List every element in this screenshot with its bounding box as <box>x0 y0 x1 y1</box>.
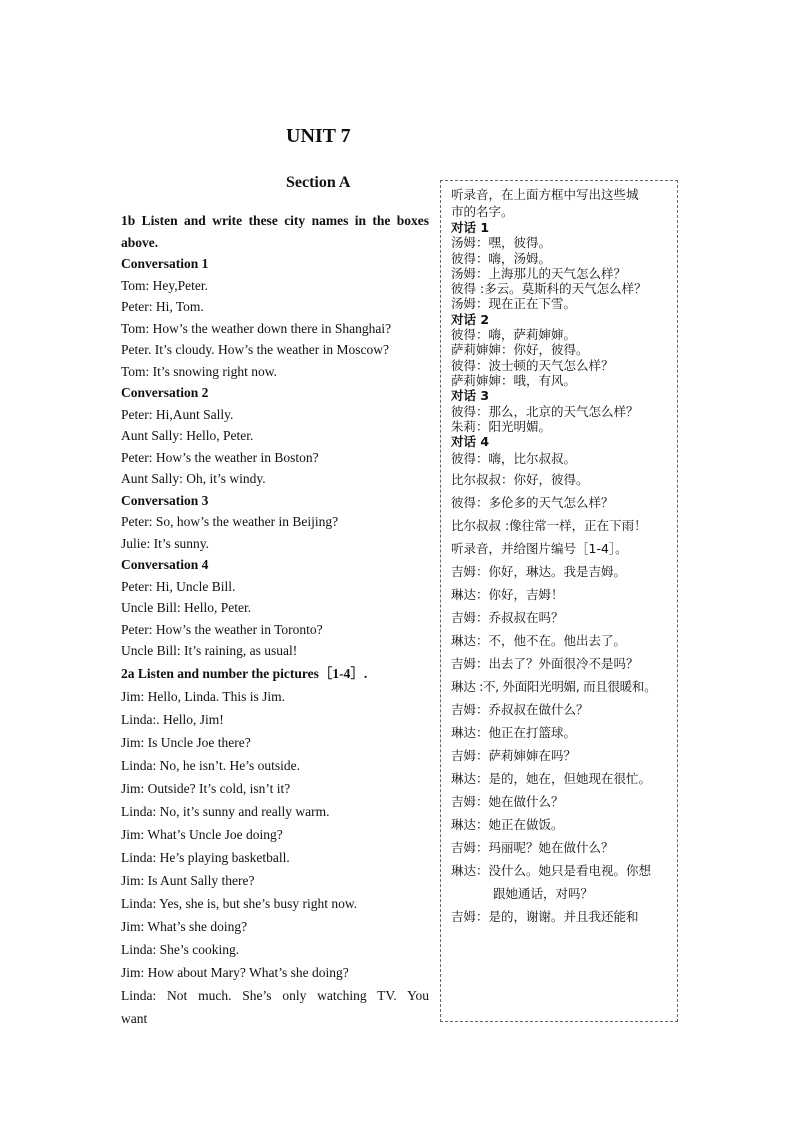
cn-line: 彼得：那么，北京的天气怎么样？ <box>451 403 639 419</box>
dialog-line-last <box>121 984 429 1030</box>
cn-line: 吉姆：她在做什么？ <box>451 794 564 810</box>
cn-line: 彼得：嗨，汤姆。 <box>451 250 552 266</box>
cn-line: 琳达：是的，她在，但她现在很忙。 <box>451 771 652 787</box>
conversation-1-title: Conversation 1 <box>121 256 209 271</box>
cn-line: 彼得：嗨，萨莉婶婶。 <box>451 327 577 343</box>
dialog-line: Peter: Hi, Uncle Bill. <box>121 578 236 594</box>
dialog-line: Linda: No, he isn’t. He’s outside. <box>121 757 300 773</box>
cn-line: 彼得：多伦多的天气怎么样？ <box>451 495 614 511</box>
cn-line: 琳达：不，他不在。他出去了。 <box>451 633 627 649</box>
cn-line: 吉姆：乔叔叔在吗？ <box>451 610 564 626</box>
dialog-line: Tom: Hey,Peter. <box>121 277 209 293</box>
intro-line: 市的名字。 <box>451 204 514 219</box>
cn-line: 汤姆：现在正在下雪。 <box>451 296 577 312</box>
cn-line: 吉姆：萨莉婶婶在吗？ <box>451 748 577 764</box>
cn-line: 吉姆：你好，琳达。我是吉姆。 <box>451 564 627 580</box>
dialog-line: Jim: What’s she doing? <box>121 918 248 934</box>
dialog-line: Jim: Is Aunt Sally there? <box>121 872 255 888</box>
dialog-line: Linda:. Hello, Jim! <box>121 711 224 727</box>
dialog-line: Linda: She’s cooking. <box>121 941 240 957</box>
dialog-title-text: 对话 4 <box>451 434 490 450</box>
last-line-2: want <box>121 1010 148 1026</box>
cn-line: 朱莉：阳光明媚。 <box>451 418 552 434</box>
dialog-line: Peter: So, how’s the weather in Beijing? <box>121 514 339 529</box>
section2-title: 听录音，并给图片编号［1-4］。 <box>451 541 628 557</box>
dialog-3-title <box>451 388 673 403</box>
dialog-line: Tom: It’s snowing right now. <box>121 363 278 379</box>
cn-line: 吉姆：玛丽呢？她在做什么？ <box>451 840 614 856</box>
dialog-line: Julie: It’s sunny. <box>121 535 210 551</box>
dialog-line: Peter: How’s the weather in Boston? <box>121 449 319 465</box>
dialog-line: Jim: How about Mary? What’s she doing? <box>121 964 349 980</box>
dialog-title-text: 对话 1 <box>451 220 490 235</box>
heading-2a: 2a Listen and number the pictures［1-4］. <box>121 665 368 681</box>
cn-line: 彼得：波士顿的天气怎么样？ <box>451 357 614 373</box>
cn-line: 比尔叔叔 :像往常一样，正在下雨！ <box>451 518 647 534</box>
dialog-line: Peter: Hi, Tom. <box>121 299 204 314</box>
dialog-line: Linda: No, it’s sunny and really warm. <box>121 803 330 819</box>
dialog-line: Tom: How’s the weather down there in Shanghai? <box>121 320 392 336</box>
english-column <box>121 210 429 1030</box>
dialog-line: Peter: How’s the weather in Toronto? <box>121 621 323 637</box>
dialog-line: Linda: He’s playing basketball. <box>121 849 290 865</box>
heading-1b: 1b Listen and write these city names in the boxes above. <box>121 213 429 250</box>
cn-line: 琳达 :不, 外面阳光明媚, 而且很暖和。 <box>451 679 657 695</box>
dialog-line: Jim: Is Uncle Joe there? <box>121 734 251 750</box>
cn-line: 彼得：嗨，比尔叔叔。 <box>451 451 577 467</box>
cn-line: 汤姆：嘿，彼得。 <box>451 235 552 251</box>
dialog-title-text: 对话 3 <box>451 388 490 404</box>
dialog-1-title <box>451 220 673 235</box>
dialog-4-title <box>451 434 673 449</box>
cn-line: 汤姆：上海那儿的天气怎么样？ <box>451 265 627 281</box>
dialog-title-text: 对话 2 <box>451 311 490 327</box>
dialog-line: Peter: Hi,Aunt Sally. <box>121 406 234 422</box>
dialog-line: Jim: Hello, Linda. This is Jim. <box>121 688 286 704</box>
dialog-line: Jim: What’s Uncle Joe doing? <box>121 826 283 842</box>
cn-line: 萨莉婶婶：哦，有风。 <box>451 372 577 388</box>
conversation-3-title: Conversation 3 <box>121 492 209 508</box>
cn-line: 彼得 :多云。莫斯科的天气怎么样？ <box>451 281 647 297</box>
cn-line: 琳达：没什么。她只是看电视。你想 <box>451 863 652 879</box>
cn-line: 比尔叔叔：你好，彼得。 <box>451 472 589 488</box>
cn-line: 吉姆：出去了？外面很冷不是吗？ <box>451 656 639 672</box>
cn-line: 琳达：他正在打篮球。 <box>451 725 577 741</box>
cn-line: 吉姆：乔叔叔在做什么？ <box>451 702 589 718</box>
cn-line: 萨莉婶婶：你好，彼得。 <box>451 342 589 358</box>
dialog-line: Peter. It’s cloudy. How’s the weather in Moscow? <box>121 342 389 357</box>
section-title: Section A <box>286 174 351 191</box>
conversation-4-title: Conversation 4 <box>121 557 209 572</box>
intro-line: 听录音，在上面方框中写出这些城 <box>451 187 639 202</box>
dialog-line: Uncle Bill: Hello, Peter. <box>121 600 252 615</box>
cn-line-continued: 跟她通话，对吗？ <box>493 886 594 902</box>
dialog-line: Aunt Sally: Hello, Peter. <box>121 428 254 443</box>
cn-line: 吉姆：是的，谢谢。并且我还能和 <box>451 909 639 925</box>
dialog-line: Linda: Yes, she is, but she’s busy right now. <box>121 895 358 911</box>
conversation-2-title: Conversation 2 <box>121 385 209 400</box>
dialog-line: Jim: Outside? It’s cold, isn’t it? <box>121 780 291 796</box>
chinese-column <box>451 186 673 928</box>
cn-line: 琳达：你好，吉姆！ <box>451 587 564 603</box>
dialog-line: Uncle Bill: It’s raining, as usual! <box>121 643 298 658</box>
dialog-line: Aunt Sally: Oh, it’s windy. <box>121 471 266 486</box>
dialog-2-title <box>451 312 673 327</box>
last-line-1: Linda: Not much. She’s only watching TV. You <box>121 987 429 1003</box>
unit-title: UNIT 7 <box>286 125 351 147</box>
cn-line: 琳达：她正在做饭。 <box>451 817 564 833</box>
